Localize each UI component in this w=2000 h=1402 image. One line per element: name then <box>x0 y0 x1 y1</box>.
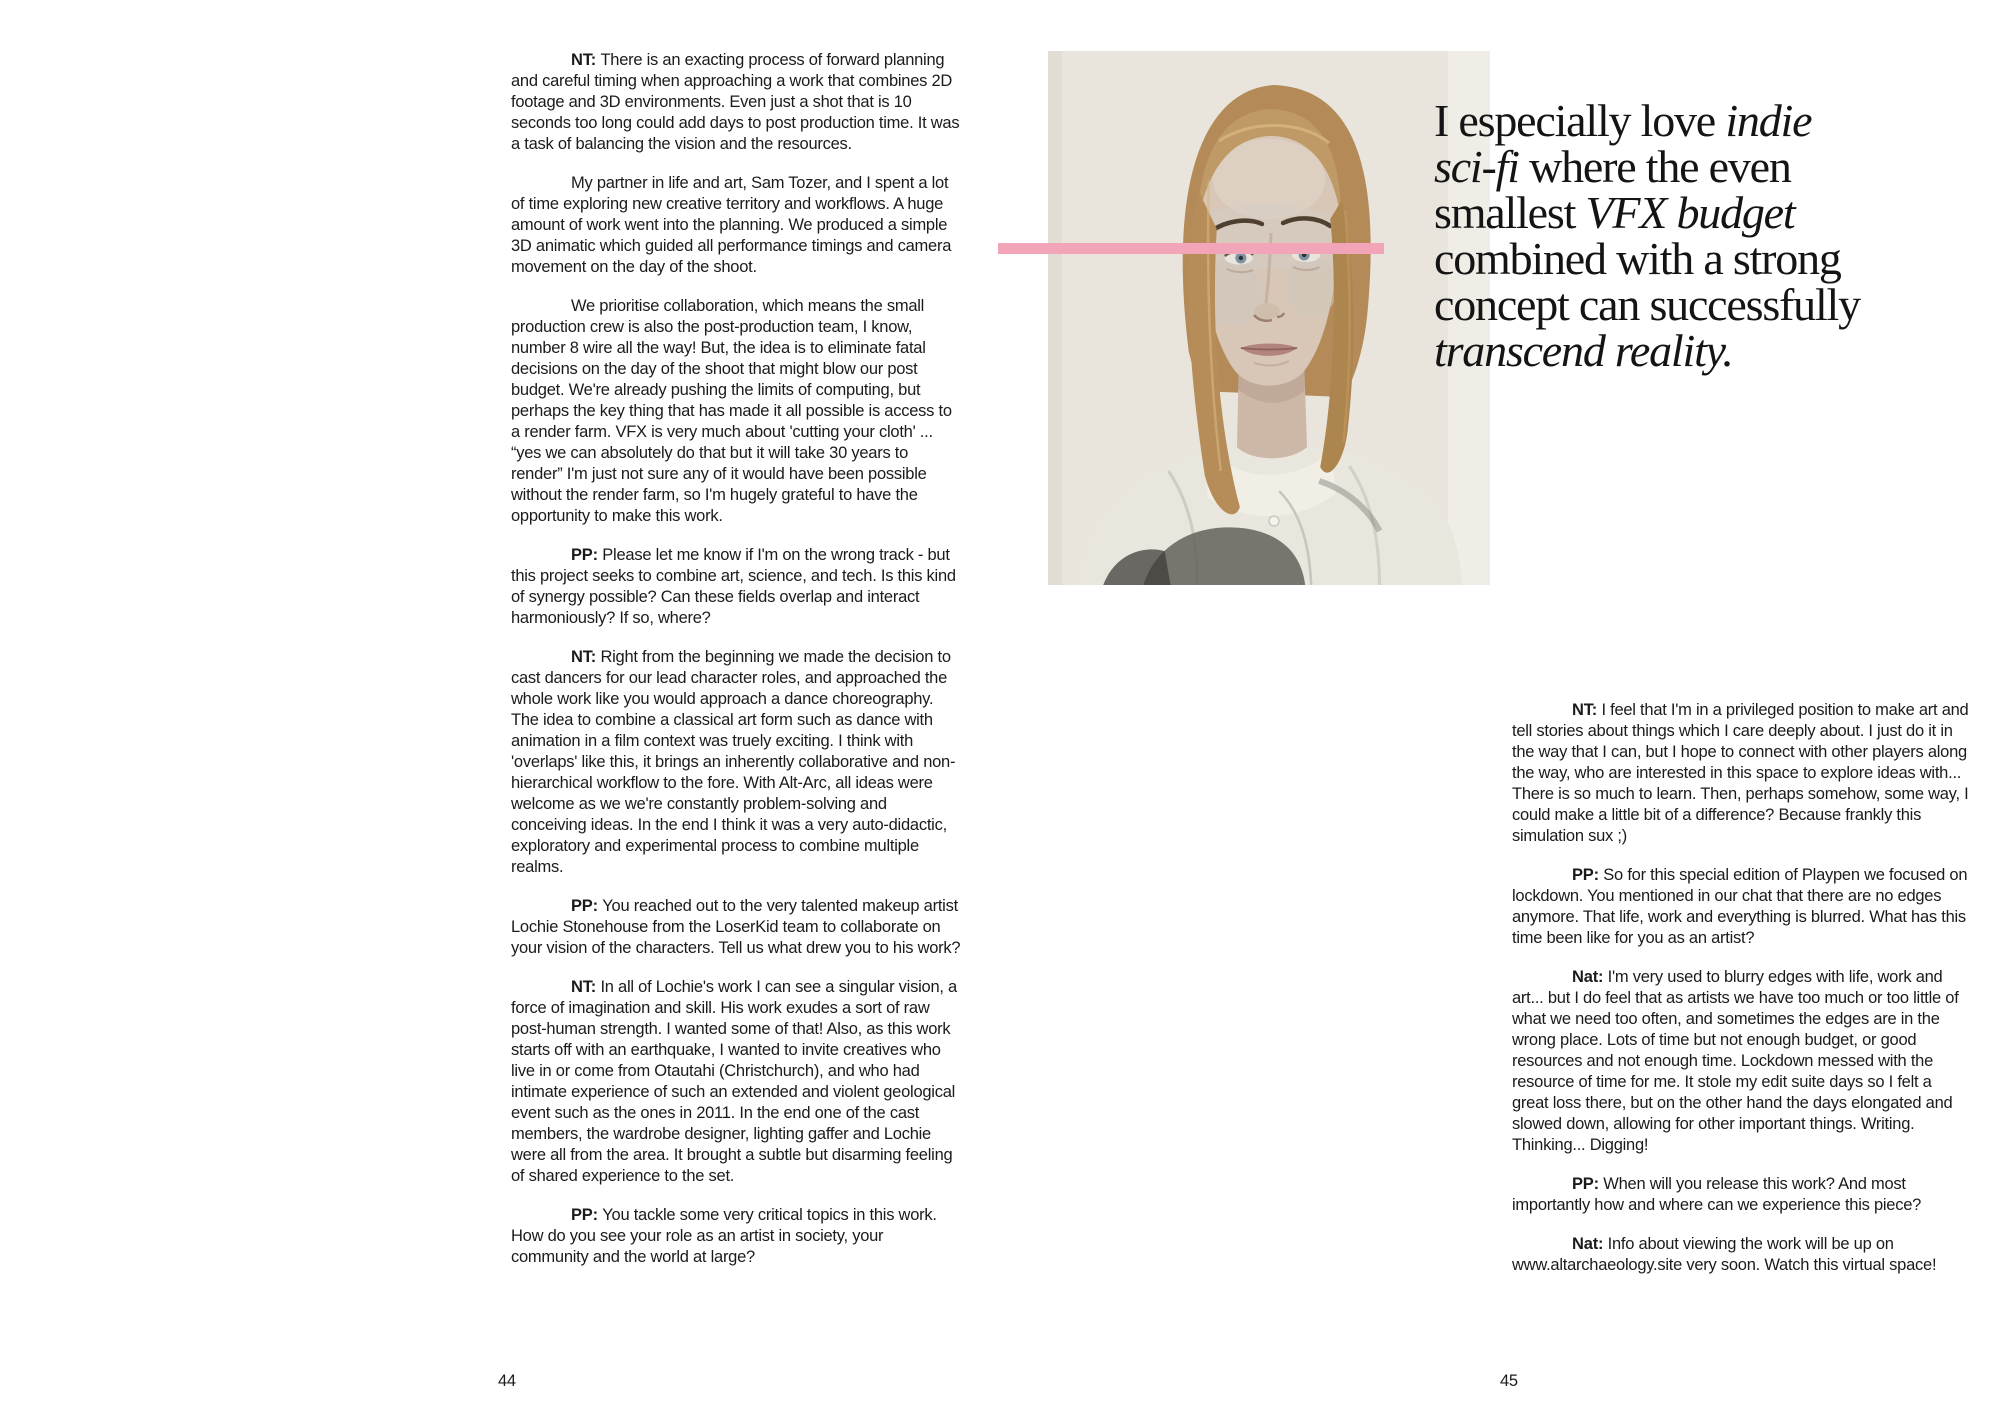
page-number-left: 44 <box>498 1372 516 1390</box>
pull-quote <box>1434 95 1974 376</box>
paragraph: NT: Right from the beginning we made the decision to cast dancers for our lead character roles, and approached the whole work like you would approach a dance choreography. The idea to combine a classical art form such as dance with animation in a film context was truely exciting. I think with 'overlaps' like this, it brings an inherently collaborative and non-hierarchical workflow to the fore. With Alt-Arc, all ideas were welcome as we we're constantly problem-solving and conceiving ideas. In the end I think it was a very auto-didactic, exploratory and experimental process to combine multiple realms. <box>511 648 956 876</box>
speaker-label: NT: <box>571 648 601 666</box>
speaker-label: PP: <box>1572 1175 1604 1193</box>
speaker-label: PP: <box>1572 866 1604 884</box>
speaker-label: PP: <box>571 546 603 564</box>
paragraph: NT: I feel that I'm in a privileged position to make art and tell stories about things which I care deeply about. I just do it in the way that I can, but I hope to connect with other players along the way, who are interested in this space to explore ideas with... There is so much to learn. Then, perhaps somehow, some way, I could make a little bit of a difference? Because frankly this simulation sux ;) <box>1512 701 1969 845</box>
pink-highlight-bar <box>998 243 1384 254</box>
paragraph: Nat: I'm very used to blurry edges with life, work and art... but I do feel that as artists we have too much or too little of what we need too often, and sometimes the edges are in the wrong place. Lots of time but not enough budget, or good resources and not enough time. Lockdown messed with the resource of time for me. It stole my edit suite days so I felt a great loss there, but on the other hand the days elongated and slowed down, allowing for other important things. Writing. Thinking... Digging! <box>1512 968 1959 1154</box>
paragraph: My partner in life and art, Sam Tozer, and I spent a lot of time exploring new creative territory and workflows. A huge amount of work went into the planning. We produced a simple 3D animatic which guided all performance timings and camera movement on the day of the shoot. <box>511 174 952 276</box>
paragraph: PP: So for this special edition of Playpen we focused on lockdown. You mentioned in our chat that there are no edges anymore. That life, work and everything is blurred. What has this time been like for you as an artist? <box>1512 866 1968 947</box>
paragraph: PP: When will you release this work? And most importantly how and where can we experience this piece? <box>1512 1175 1922 1214</box>
paragraph: We prioritise collaboration, which means the small production crew is also the post-production team, I know, number 8 wire all the way! But, the idea is to eliminate fatal decisions on the day of the shoot that might blow our post budget. We're already pushing the limits of computing, but perhaps the key thing that has made it all possible is access to a render farm. VFX is very much about 'cutting your cloth' ... “yes we can absolutely do that but it will take 30 years to render” I'm just not sure any of it would have been possible without the render farm, so I'm hugely grateful to have the opportunity to make this work. <box>511 297 952 525</box>
paragraph: PP: You reached out to the very talented makeup artist Lochie Stonehouse from the LoserKid team to collaborate on your vision of the characters. Tell us what drew you to his work? <box>511 897 961 957</box>
paragraph: NT: In all of Lochie's work I can see a singular vision, a force of imagination and skill. His work exudes a sort of raw post-human strength. I wanted some of that! Also, as this work starts off with an earthquake, I wanted to invite creatives who live in or come from Otautahi (Christchurch), and who had intimate experience of such an extended and violent geological event such as the ones in 2011. In the end one of the cast members, the wardrobe designer, lighting gaffer and Lochie were all from the area. It brought a subtle but disarming feeling of shared experience to the set. <box>511 978 957 1185</box>
pull-quote-line: I especially love indie <box>1434 95 1812 146</box>
left-text-column <box>511 50 963 1286</box>
speaker-label: NT: <box>1572 701 1602 719</box>
speaker-label: NT: <box>571 978 601 996</box>
pull-quote-line: concept can successfully <box>1434 279 1860 330</box>
speaker-label: NT: <box>571 51 601 69</box>
speaker-label: PP: <box>571 1206 603 1224</box>
pull-quote-line: combined with a strong <box>1434 233 1841 284</box>
portrait-photo <box>1048 51 1490 585</box>
paragraph: PP: You tackle some very critical topics in this work. How do you see your role as an artist in society, your community and the world at large? <box>511 1206 937 1266</box>
speaker-label: Nat: <box>1572 1235 1608 1253</box>
right-text-column <box>1512 700 1970 1294</box>
pull-quote-line: smallest VFX budget <box>1434 187 1795 238</box>
portrait-illustration <box>1048 51 1490 585</box>
paragraph: PP: Please let me know if I'm on the wrong track - but this project seeks to combine art, science, and tech. Is this kind of synergy possible? Can these fields overlap and interact harmoniously? If so, where? <box>511 546 956 627</box>
paragraph: NT: There is an exacting process of forward planning and careful timing when approaching a work that combines 2D footage and 3D environments. Even just a shot that is 10 seconds too long could add days to post production time. It was a task of balancing the vision and the resources. <box>511 51 960 153</box>
paragraph: Nat: Info about viewing the work will be up on www.altarchaeology.site very soon. Watch this virtual space! <box>1512 1235 1937 1274</box>
page-number-right: 45 <box>1500 1372 1518 1390</box>
pull-quote-line: sci-fi where the even <box>1434 141 1791 192</box>
speaker-label: PP: <box>571 897 603 915</box>
pull-quote-line: transcend reality. <box>1434 325 1733 376</box>
speaker-label: Nat: <box>1572 968 1608 986</box>
